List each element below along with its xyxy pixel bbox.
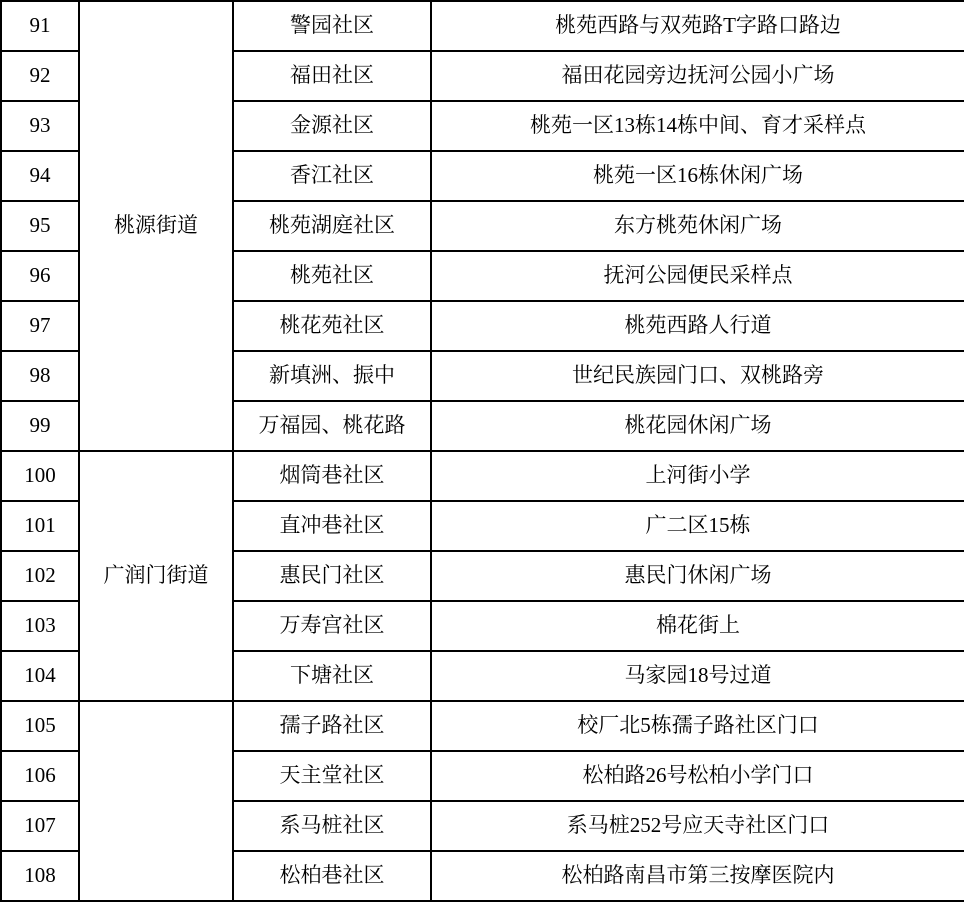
row-community: 松柏巷社区 <box>233 851 431 901</box>
row-address: 松柏路南昌市第三按摩医院内 <box>431 851 964 901</box>
street-group-label: 桃源街道 <box>79 1 233 451</box>
table-row <box>1 1 964 51</box>
row-community: 下塘社区 <box>233 651 431 701</box>
row-address: 广二区15栋 <box>431 501 964 551</box>
row-address: 棉花街上 <box>431 601 964 651</box>
row-index: 97 <box>1 301 79 351</box>
table-body <box>1 1 964 901</box>
row-index: 98 <box>1 351 79 401</box>
row-index: 94 <box>1 151 79 201</box>
row-community: 万寿宫社区 <box>233 601 431 651</box>
table-row <box>1 701 964 751</box>
row-index: 102 <box>1 551 79 601</box>
row-community: 系马桩社区 <box>233 801 431 851</box>
row-community: 香江社区 <box>233 151 431 201</box>
row-community: 警园社区 <box>233 1 431 51</box>
row-index: 101 <box>1 501 79 551</box>
row-address: 系马桩252号应天寺社区门口 <box>431 801 964 851</box>
row-address: 惠民门休闲广场 <box>431 551 964 601</box>
row-address: 桃苑西路人行道 <box>431 301 964 351</box>
row-community: 金源社区 <box>233 101 431 151</box>
row-index: 96 <box>1 251 79 301</box>
row-address: 福田花园旁边抚河公园小广场 <box>431 51 964 101</box>
row-index: 91 <box>1 1 79 51</box>
row-address: 桃苑西路与双苑路T字路口路边 <box>431 1 964 51</box>
row-address: 世纪民族园门口、双桃路旁 <box>431 351 964 401</box>
row-index: 107 <box>1 801 79 851</box>
row-address: 校厂北5栋孺子路社区门口 <box>431 701 964 751</box>
row-community: 惠民门社区 <box>233 551 431 601</box>
row-address: 松柏路26号松柏小学门口 <box>431 751 964 801</box>
row-address: 上河街小学 <box>431 451 964 501</box>
row-index: 92 <box>1 51 79 101</box>
row-index: 104 <box>1 651 79 701</box>
street-group-label <box>79 701 233 901</box>
table-row <box>1 451 964 501</box>
row-index: 93 <box>1 101 79 151</box>
row-index: 95 <box>1 201 79 251</box>
row-index: 103 <box>1 601 79 651</box>
row-community: 直冲巷社区 <box>233 501 431 551</box>
row-community: 孺子路社区 <box>233 701 431 751</box>
row-community: 烟筒巷社区 <box>233 451 431 501</box>
row-community: 桃花苑社区 <box>233 301 431 351</box>
row-index: 105 <box>1 701 79 751</box>
row-community: 新填洲、振中 <box>233 351 431 401</box>
row-index: 100 <box>1 451 79 501</box>
row-address: 东方桃苑休闲广场 <box>431 201 964 251</box>
row-address: 抚河公园便民采样点 <box>431 251 964 301</box>
row-community: 福田社区 <box>233 51 431 101</box>
row-index: 99 <box>1 401 79 451</box>
street-group-label: 广润门街道 <box>79 451 233 701</box>
row-community: 万福园、桃花路 <box>233 401 431 451</box>
row-community: 桃苑湖庭社区 <box>233 201 431 251</box>
row-community: 桃苑社区 <box>233 251 431 301</box>
row-community: 天主堂社区 <box>233 751 431 801</box>
row-address: 马家园18号过道 <box>431 651 964 701</box>
row-address: 桃苑一区16栋休闲广场 <box>431 151 964 201</box>
row-index: 106 <box>1 751 79 801</box>
row-index: 108 <box>1 851 79 901</box>
row-address: 桃苑一区13栋14栋中间、育才采样点 <box>431 101 964 151</box>
row-address: 桃花园休闲广场 <box>431 401 964 451</box>
